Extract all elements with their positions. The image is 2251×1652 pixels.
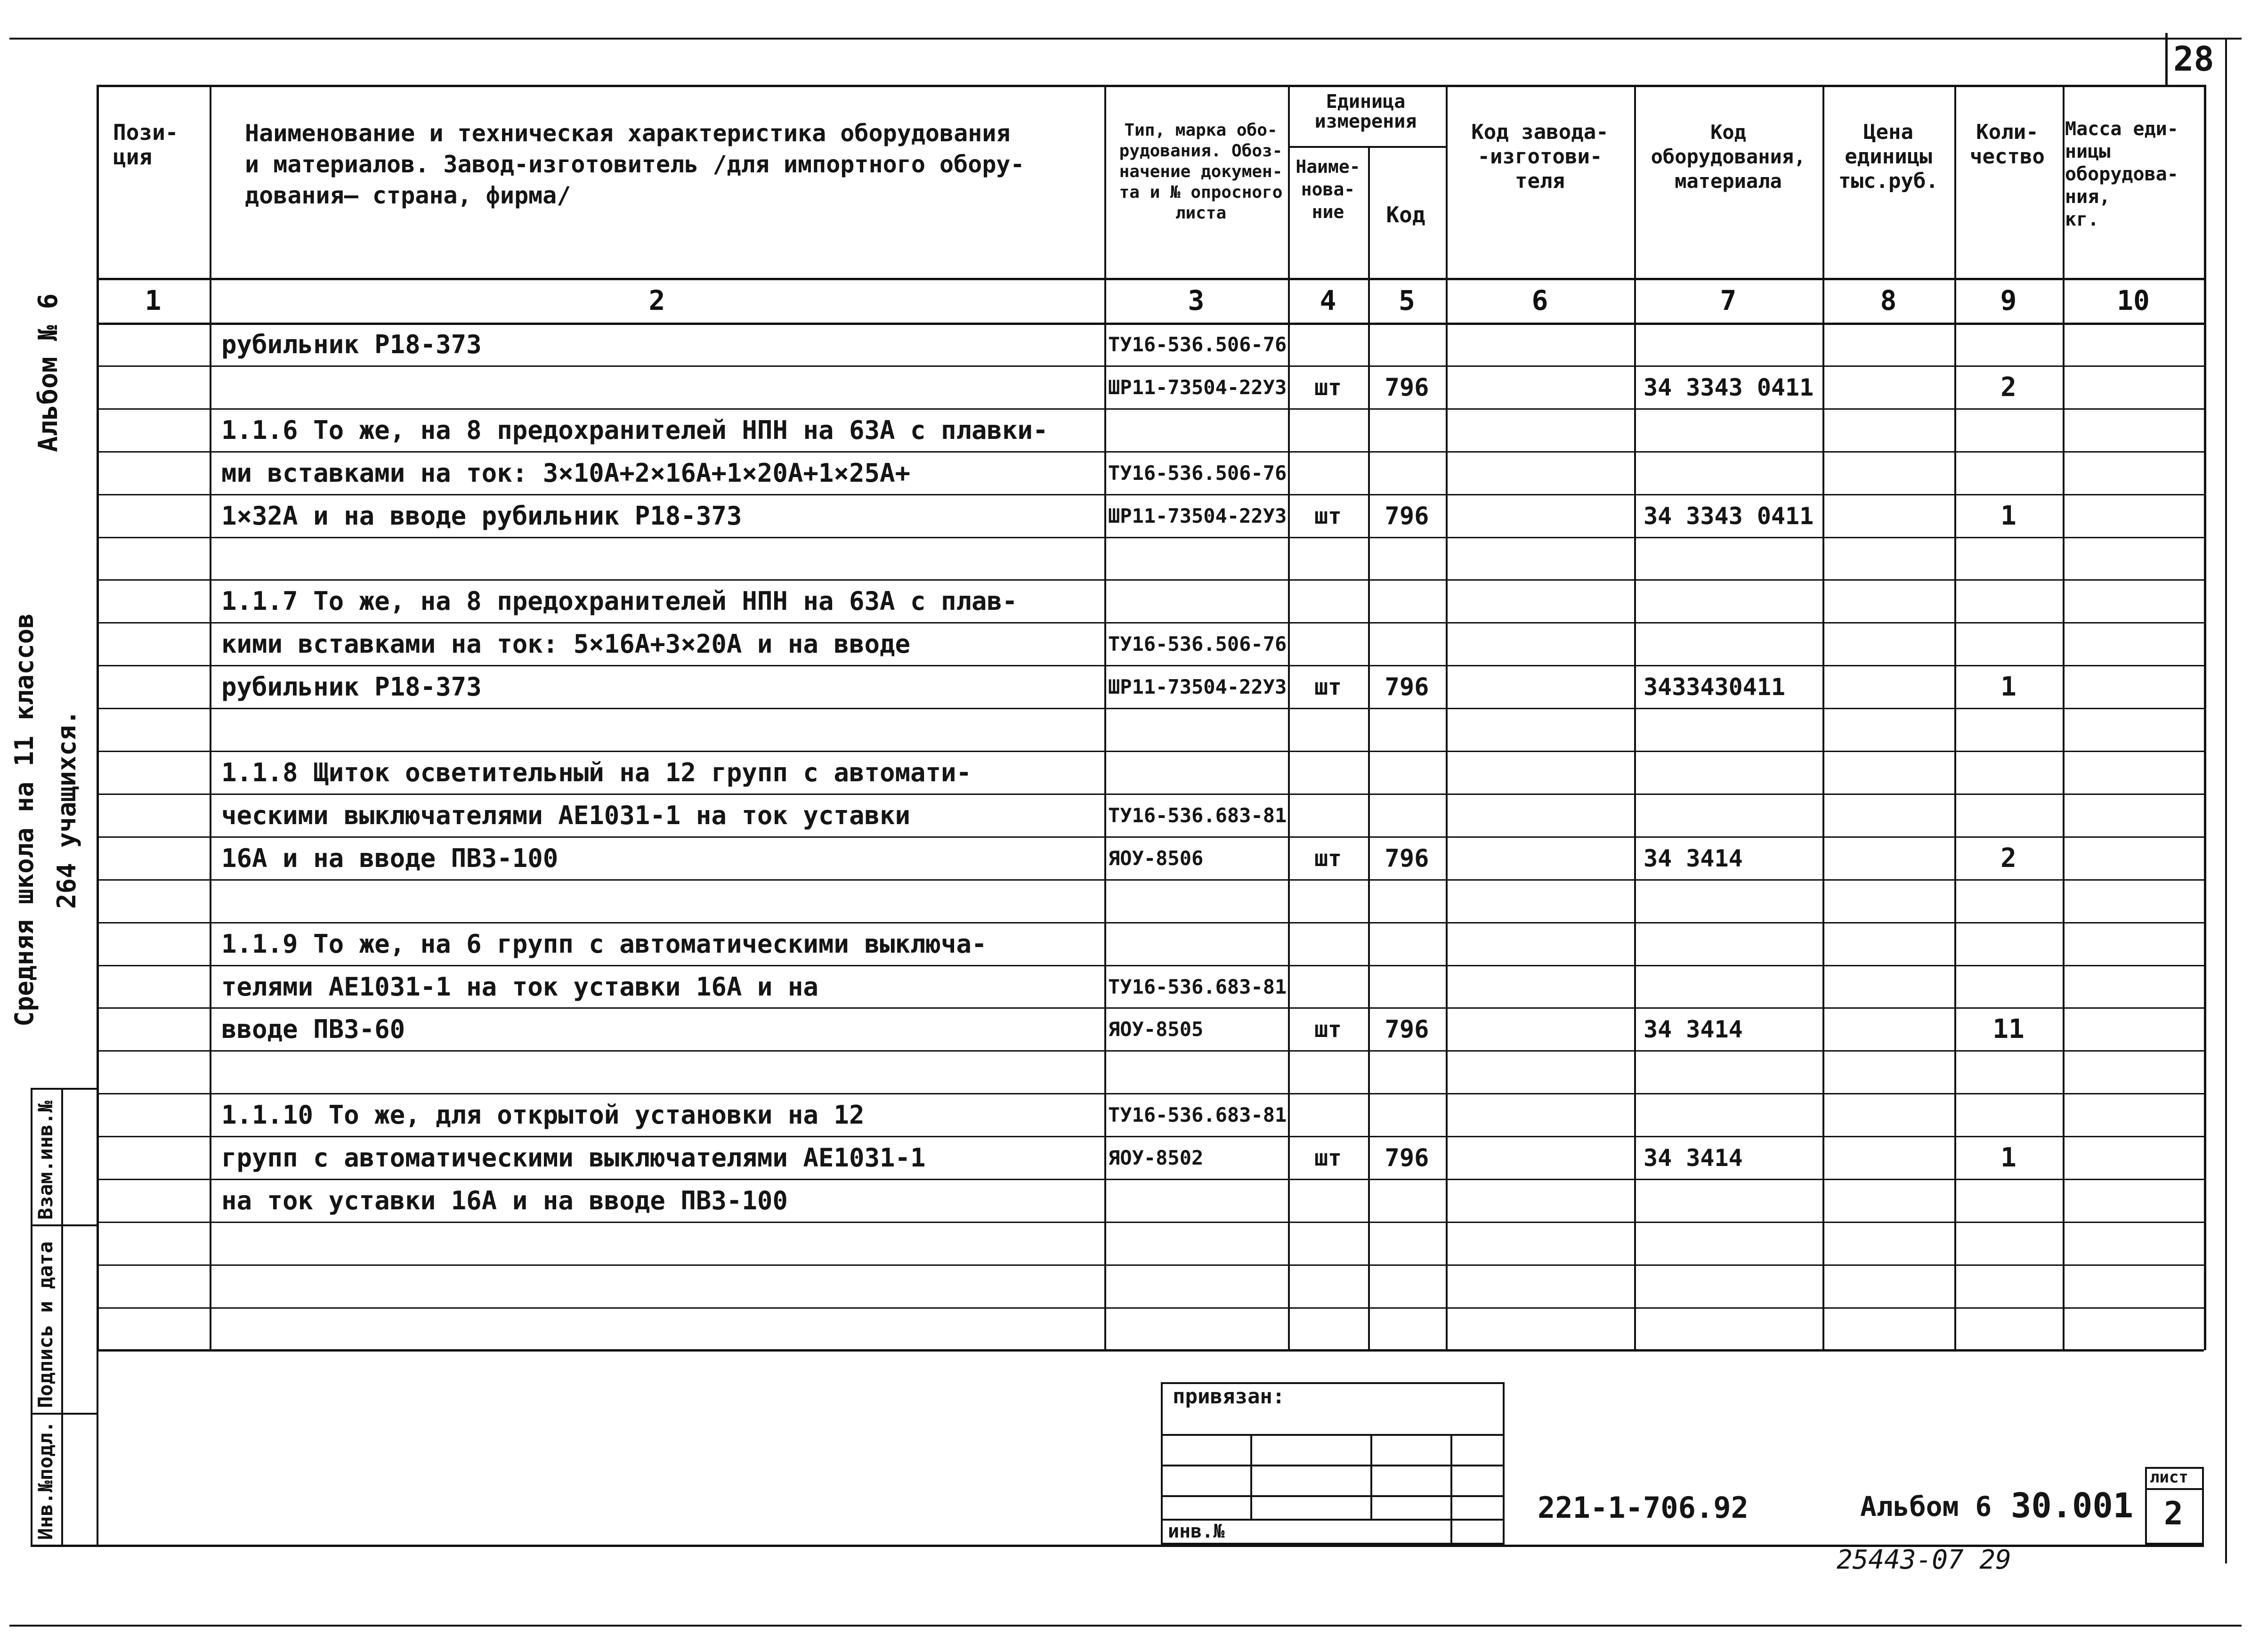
row-unit: шт (1314, 374, 1342, 401)
row-unit: шт (1314, 1145, 1342, 1171)
header-equip-code: Код оборудования, материала (1651, 121, 1806, 193)
row-quantity: 1 (2000, 672, 2016, 702)
row-divider (97, 665, 2204, 666)
row-quantity: 11 (1992, 1014, 2024, 1045)
row-type: ШР11-73504-22У3 (1108, 504, 1287, 527)
row-equip-code: 34 3414 (1644, 1144, 1743, 1172)
row-divider (97, 1307, 2204, 1309)
row-name: на ток уставки 16А и на вводе ПВЗ-100 (221, 1186, 788, 1215)
row-divider (97, 1222, 2204, 1223)
right-frame-line (2225, 38, 2227, 1563)
column-numbers-bottom-line (97, 323, 2204, 325)
row-unit-code: 796 (1385, 1144, 1429, 1172)
header-type: Тип, марка обо- рудования. Обоз- начение докумен- та и № опросного листа (1119, 121, 1283, 223)
table-top-border (97, 85, 2204, 87)
column-number: 7 (1720, 284, 1737, 316)
header-position: Пози- ция (113, 120, 178, 170)
row-divider (97, 751, 2204, 752)
row-divider (97, 1264, 2204, 1266)
row-divider (97, 579, 2204, 581)
column-line (97, 85, 99, 1350)
row-quantity: 1 (2000, 501, 2016, 531)
row-type: ЯОУ-8505 (1108, 1018, 1204, 1041)
header-bottom-line (97, 278, 2204, 280)
row-unit: шт (1314, 1016, 1342, 1043)
column-number: 8 (1880, 284, 1897, 316)
row-name: вводе ПВЗ-60 (221, 1014, 405, 1044)
column-line (1446, 85, 1448, 1350)
row-name: групп с автоматическими выключателями АЕ1031-1 (221, 1143, 926, 1173)
row-type: ТУ16-536.506-76 (1108, 632, 1287, 656)
inv-number-label: инв.№ (1168, 1521, 1225, 1542)
row-divider (97, 537, 2204, 538)
list-number: 2 (2164, 1495, 2183, 1532)
stamp-strip-div2 (31, 1413, 97, 1415)
row-equip-code: 3433430411 (1644, 673, 1786, 701)
margin-school-line2: 264 учащихся. (52, 710, 81, 909)
row-unit-code: 796 (1385, 673, 1429, 701)
list-label: лист (2150, 1468, 2188, 1487)
row-unit-code: 796 (1385, 373, 1429, 402)
row-divider (97, 408, 2204, 410)
column-line (1634, 85, 1636, 1350)
stamp-strip-mid (61, 1088, 63, 1545)
row-name: рубильник Р18-373 (221, 672, 482, 702)
row-divider (97, 494, 2204, 495)
header-unit-name: Наиме- нова- ние (1296, 156, 1360, 222)
privyazan-label: привязан: (1173, 1385, 1285, 1409)
header-quantity: Коли- чество (1970, 120, 2045, 169)
row-type: ЯОУ-8502 (1108, 1146, 1204, 1169)
row-name: ми вставками на ток: 3×10А+2×16А+1×20А+1×25А+ (221, 458, 910, 488)
list-box-divider (2145, 1488, 2204, 1490)
row-type: ШР11-73504-22У3 (1108, 376, 1287, 399)
privyazan-vline2 (1370, 1434, 1372, 1519)
column-number: 9 (2000, 284, 2017, 316)
row-name: рубильник Р18-373 (221, 330, 482, 359)
row-name: 1×32А и на вводе рубильник Р18-373 (221, 501, 742, 531)
title-block-top-line (99, 1349, 2204, 1351)
privyazan-line2 (1161, 1465, 1505, 1466)
row-name: кими вставками на ток: 5×16А+3×20А и на вводе (221, 629, 910, 659)
stamp-strip-top (31, 1088, 97, 1090)
row-name: телями АЕ1031-1 на ток уставки 16А и на (221, 972, 818, 1002)
header-plant-code: Код завода- -изготови- теля (1471, 120, 1609, 193)
privyazan-vline1 (1250, 1434, 1252, 1519)
row-divider (97, 879, 2204, 881)
row-divider (97, 836, 2204, 838)
top-frame-line (9, 38, 2242, 40)
margin-album-label: Альбом № 6 (33, 293, 64, 452)
row-unit-code: 796 (1385, 1015, 1429, 1044)
column-line (1104, 85, 1106, 1350)
row-unit: шт (1314, 674, 1342, 700)
row-equip-code: 34 3343 0411 (1644, 502, 1814, 530)
privyazan-line1 (1161, 1434, 1505, 1436)
row-type: ЯОУ-8506 (1108, 847, 1204, 870)
row-name: 1.1.7 То же, на 8 предохранителей НПН на 63А с плав- (221, 586, 1018, 616)
row-type: ТУ16-536.683-81 (1108, 1103, 1287, 1126)
row-type: ТУ16-536.683-81 (1108, 804, 1287, 827)
row-unit-code: 796 (1385, 502, 1429, 530)
column-number: 5 (1399, 284, 1415, 316)
column-number: 3 (1188, 284, 1205, 316)
bottom-registration-number: 25443-07 29 (1837, 1545, 2011, 1575)
row-divider (97, 794, 2204, 795)
stamp-strip-left (31, 1088, 32, 1545)
column-line (2063, 85, 2065, 1350)
column-number: 6 (1531, 284, 1548, 316)
column-line (210, 85, 211, 1350)
unit-group-divider (1288, 146, 1446, 148)
row-divider (97, 365, 2204, 367)
row-divider (97, 451, 2204, 453)
margin-school-line1: Средняя школа на 11 классов (9, 613, 39, 1027)
header-unit-group: Единица измерения (1314, 91, 1417, 132)
row-quantity: 2 (2000, 372, 2016, 403)
row-name: 1.1.9 То же, на 6 групп с автоматическими выключа- (221, 929, 987, 959)
column-number: 2 (648, 284, 665, 316)
column-number: 4 (1320, 284, 1336, 316)
row-name: 16А и на вводе ПВЗ-100 (221, 843, 559, 873)
column-line (1822, 85, 1824, 1350)
stamp-cell-vzam: Взам.инв.№ (34, 1101, 57, 1220)
row-divider (97, 1093, 2204, 1094)
row-divider (97, 622, 2204, 624)
row-name: 1.1.8 Щиток осветительный на 12 групп с автомати- (221, 758, 972, 787)
row-divider (97, 708, 2204, 709)
row-quantity: 1 (2000, 1142, 2016, 1173)
row-equip-code: 34 3414 (1644, 1016, 1743, 1043)
row-type: ТУ16-536.506-76 (1108, 333, 1287, 356)
header-unit-code: Код (1386, 202, 1425, 227)
sheet-code: 30.001 (2011, 1486, 2134, 1525)
column-line (2204, 85, 2206, 1350)
row-type: ТУ16-536.683-81 (1108, 975, 1287, 998)
header-price: Цена единицы тыс.руб. (1838, 120, 1938, 193)
bottom-frame-line (9, 1625, 2242, 1627)
row-unit: шт (1314, 503, 1342, 529)
row-unit: шт (1314, 845, 1342, 872)
row-equip-code: 34 3414 (1644, 845, 1743, 872)
row-name: ческими выключателями АЕ1031-1 на ток уставки (221, 801, 910, 830)
header-name: Наименование и техническая характеристика оборудования и материалов. Завод-изготовитель /для импортного обору- дования– страна, фирма/ (245, 120, 1025, 209)
column-number: 10 (2117, 284, 2150, 316)
column-number: 1 (145, 284, 162, 316)
stamp-cell-inv: Инв.№подл. (34, 1421, 57, 1540)
row-equip-code: 34 3343 0411 (1644, 374, 1814, 401)
row-divider (97, 922, 2204, 923)
document-code: 221-1-706.92 (1538, 1490, 1749, 1525)
sheet-number-top: 28 (2173, 39, 2214, 79)
stamp-strip-div1 (31, 1224, 97, 1226)
row-type: ШР11-73504-22У3 (1108, 675, 1287, 698)
sheet-number-box-left (2165, 33, 2168, 85)
row-type: ТУ16-536.506-76 (1108, 462, 1287, 485)
privyazan-vline3 (1450, 1434, 1452, 1545)
row-divider (97, 1136, 2204, 1137)
row-divider (97, 1007, 2204, 1009)
stamp-cell-signature: Подпись и дата (34, 1241, 57, 1408)
row-divider (97, 1179, 2204, 1180)
row-divider (97, 1050, 2204, 1052)
privyazan-line3 (1161, 1495, 1505, 1497)
row-name: 1.1.6 То же, на 8 предохранителей НПН на 63А с плавки- (221, 415, 1048, 445)
title-block-left-line (97, 1349, 98, 1545)
row-name: 1.1.10 То же, для открытой установки на 12 (221, 1100, 865, 1130)
row-unit-code: 796 (1385, 844, 1429, 873)
row-divider (97, 965, 2204, 966)
row-quantity: 2 (2000, 843, 2016, 874)
album-label: Альбом 6 (1860, 1490, 1992, 1522)
header-mass: Масса еди- ницы оборудова- ния, кг. (2065, 118, 2178, 230)
